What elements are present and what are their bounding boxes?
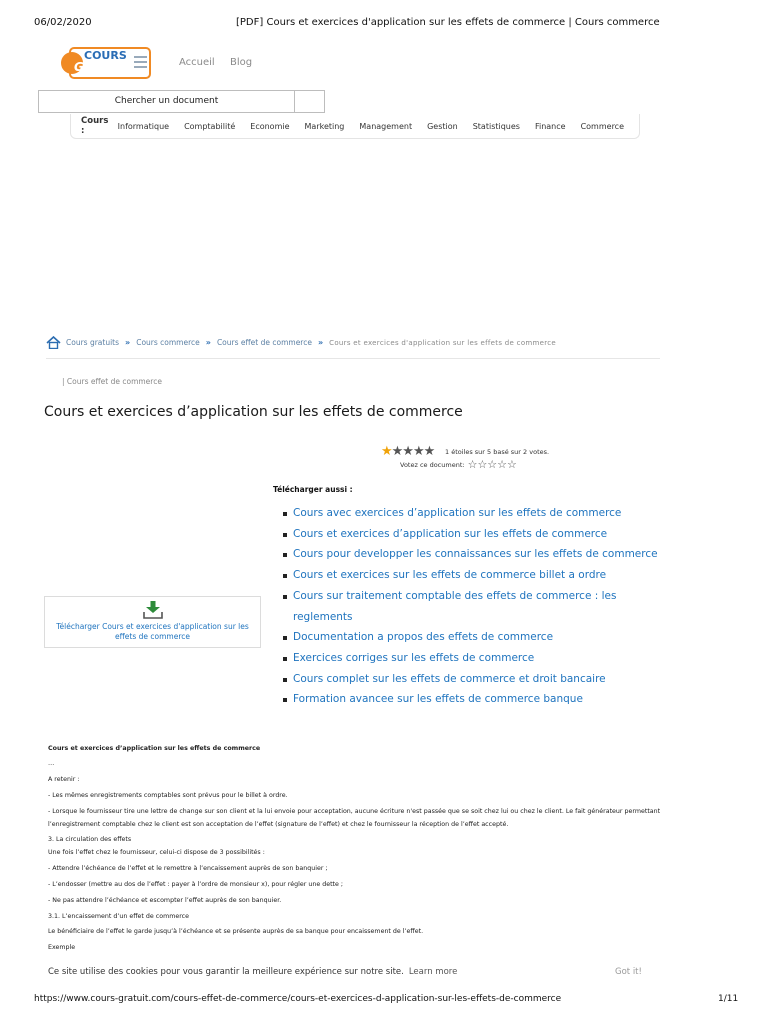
page-number: 1/11 xyxy=(718,994,739,1004)
list-item[interactable]: Cours sur traitement comptable des effets de commerce : les reglements xyxy=(283,586,663,627)
logo-text-line2: Gratuit xyxy=(74,60,122,74)
divider xyxy=(46,358,660,359)
star-filled-icon: ★ xyxy=(381,444,392,459)
list-item[interactable]: Documentation a propos des effets de commerce xyxy=(283,627,663,648)
download-icon xyxy=(143,601,163,619)
body-line: - Lorsque le fournisseur tire une lettre de change sur son client et la lui envoie pour acceptation, aucune écriture n'est passée que se soit chez lui ou chez le client. Le fait générateur permettant xyxy=(48,808,661,815)
category-economie[interactable]: Economie xyxy=(250,121,290,131)
rating-summary: 1 étoiles sur 5 basé sur 2 votes. xyxy=(445,448,550,456)
footer-url: https://www.cours-gratuit.com/cours-effet-de-commerce/cours-et-exercices-d-application-sur-les-effets-de-commerce xyxy=(34,994,562,1004)
star-empty-icon: ★★★★ xyxy=(391,444,435,459)
body-line: Le bénéficiaire de l’effet le garde jusqu’à l’échéance et se présente auprès de sa banque pour encaissement de l’effet. xyxy=(48,928,424,935)
breadcrumb-separator-icon: » xyxy=(205,338,211,347)
category-tag-label: Cours effet de commerce xyxy=(66,377,162,386)
breadcrumb-cours-commerce[interactable]: Cours commerce xyxy=(136,338,200,347)
breadcrumb-cours-gratuits[interactable]: Cours gratuits xyxy=(66,338,120,347)
breadcrumb xyxy=(46,336,556,349)
body-line: 3.1. L’encaissement d’un effet de commerce xyxy=(48,913,190,920)
search-button[interactable] xyxy=(295,90,325,113)
body-line: - L’endosser (mettre au dos de l’effet : payer à l’ordre de monsieur x), pour régler une dette ; xyxy=(48,881,344,888)
download-links-list xyxy=(283,503,663,710)
list-item[interactable]: Exercices corriges sur les effets de commerce xyxy=(283,648,663,669)
breadcrumb-separator-icon: » xyxy=(317,338,324,347)
logo-text-line1: COURS xyxy=(84,49,127,62)
category-statistiques[interactable]: Statistiques xyxy=(472,121,520,131)
category-marketing[interactable]: Marketing xyxy=(304,121,345,131)
home-icon[interactable] xyxy=(46,336,61,349)
vote-label: Votez ce document: xyxy=(400,460,465,469)
category-gestion[interactable]: Gestion xyxy=(427,121,458,131)
list-item[interactable]: Cours complet sur les effets de commerce et droit bancaire xyxy=(283,669,663,690)
list-item[interactable]: Cours pour developper les connaissances sur les effets de commerce xyxy=(283,544,663,565)
breadcrumb-cours-effet[interactable]: Cours effet de commerce xyxy=(216,338,312,347)
list-item[interactable]: Formation avancee sur les effets de commerce banque xyxy=(283,689,663,710)
category-finance[interactable]: Finance xyxy=(534,121,566,131)
category-comptabilite[interactable]: Comptabilité xyxy=(184,121,236,131)
body-line: Une fois l’effet chez le fournisseur, celui-ci dispose de 3 possibilités : xyxy=(48,849,265,856)
learn-more-link[interactable]: Learn more xyxy=(408,967,458,977)
print-title: [PDF] Cours et exercices d'application sur les effets de commerce | Cours commerce xyxy=(236,17,660,28)
nav-home-link[interactable]: Accueil xyxy=(179,57,215,68)
body-line: … xyxy=(48,760,55,767)
download-pdf-button[interactable] xyxy=(44,596,261,648)
search-input[interactable]: Chercher un document xyxy=(38,90,295,113)
downloads-heading: Télécharger aussi : xyxy=(273,485,353,494)
cookie-banner xyxy=(48,967,457,977)
download-label: Télécharger Cours et exercices d'application sur les effets de commerce xyxy=(56,622,249,641)
cookie-text: Ce site utilise des cookies pour vous garantir la meilleure expérience sur notre site. xyxy=(48,967,404,977)
got-it-button[interactable]: Got it! xyxy=(615,967,642,977)
category-bar xyxy=(70,114,640,139)
list-item[interactable]: Cours avec exercices d’application sur les effets de commerce xyxy=(283,503,663,524)
nav-blog-link[interactable]: Blog xyxy=(230,57,253,68)
list-item[interactable]: Cours et exercices sur les effets de commerce billet a ordre xyxy=(283,565,663,586)
page-title: Cours et exercices d’application sur les effets de commerce xyxy=(44,404,463,420)
list-item[interactable]: Cours et exercices d’application sur les effets de commerce xyxy=(283,524,663,545)
body-line: A retenir : xyxy=(48,776,80,783)
vote-row xyxy=(400,458,517,471)
vote-star-icons[interactable]: ☆☆☆☆☆ xyxy=(467,458,517,471)
rating-stars xyxy=(381,444,434,459)
breadcrumb-current: Cours et exercices d'application sur les effets de commerce xyxy=(329,338,557,347)
body-line: - Les mêmes enregistrements comptables sont prévus pour le billet à ordre. xyxy=(48,792,288,799)
breadcrumb-separator-icon: » xyxy=(125,338,131,347)
category-tag-link[interactable]: | Cours effet de commerce xyxy=(62,377,162,386)
body-line: - Attendre l’échéance de l’effet et le remettre à l’encaissement auprès de son banquier ; xyxy=(48,865,328,872)
body-line: l’enregistrement comptable chez le client est son acceptation de l’effet (signature de l’effet) et chez le fournisseur la réception de l’effet accepté. xyxy=(48,821,509,828)
body-line: 3. La circulation des effets xyxy=(48,836,132,843)
print-date: 06/02/2020 xyxy=(34,17,92,28)
body-line: - Ne pas attendre l’échéance et escompter l’effet auprès de son banquier. xyxy=(48,897,282,904)
category-informatique[interactable]: Informatique xyxy=(117,121,170,131)
body-line: Exemple xyxy=(48,944,76,951)
category-management[interactable]: Management xyxy=(359,121,413,131)
site-logo[interactable] xyxy=(60,45,152,81)
body-heading: Cours et exercices d’application sur les effets de commerce xyxy=(48,745,261,752)
category-commerce[interactable]: Commerce xyxy=(580,121,624,131)
category-label: Cours : xyxy=(81,116,109,136)
